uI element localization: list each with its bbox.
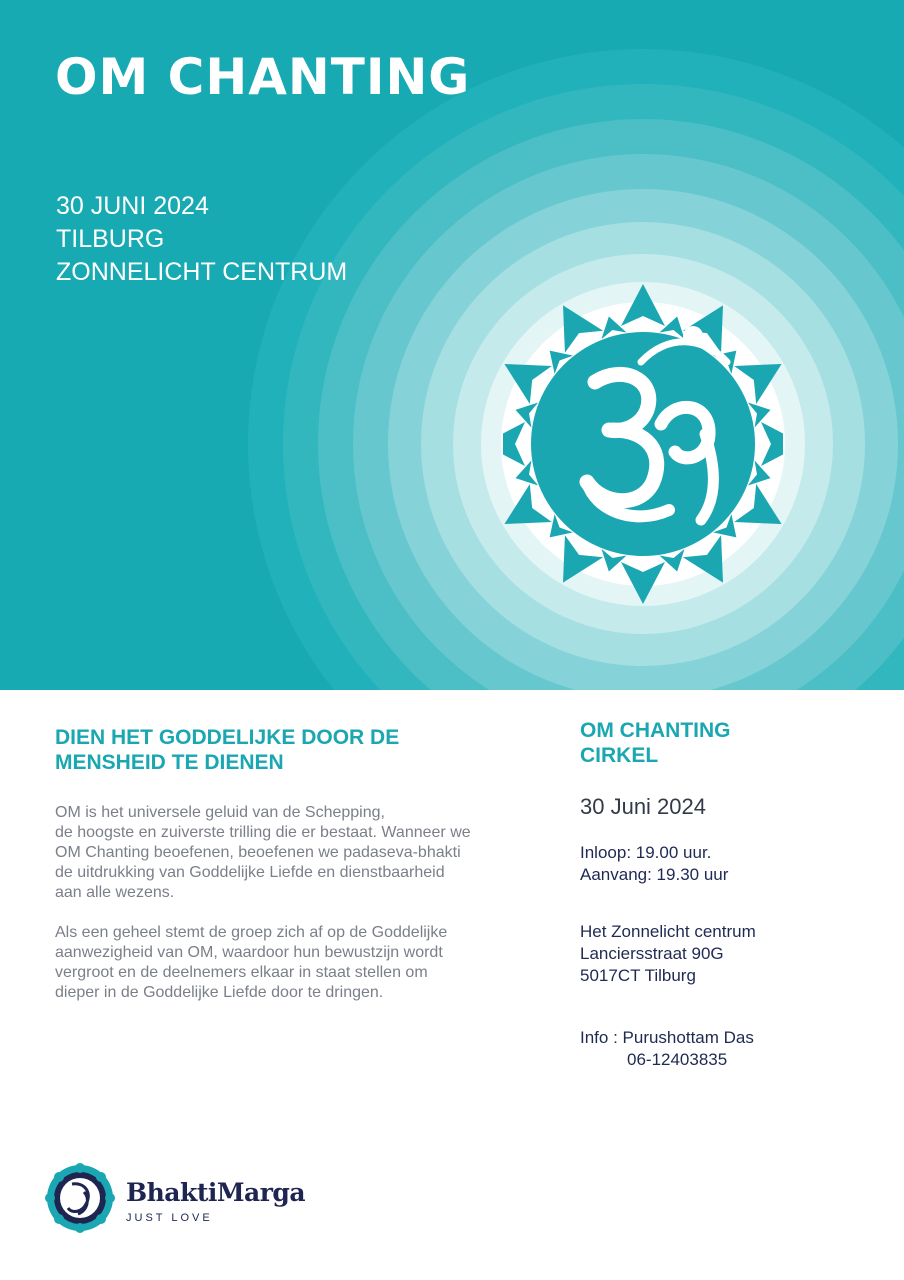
address: [580, 921, 880, 987]
contact-name: Info : Purushottam Das: [580, 1028, 754, 1047]
event-venue: ZONNELICHT CENTRUM: [56, 258, 348, 286]
contact-info: [580, 1027, 880, 1071]
lotus-logo-icon: [44, 1162, 116, 1234]
section-heading: DIEN HET GODDELIJKE DOOR DE MENSHEID TE DIENEN: [55, 726, 400, 774]
details-heading: OM CHANTING CIRKEL: [580, 719, 731, 767]
logo-brand: BhaktiMarga: [126, 1178, 306, 1207]
event-details: [580, 718, 880, 1071]
description-paragraph-1: OM is het universele geluid van de Schepping, de hoogste en zuiverste trilling die er bestaat. Wanneer we OM Chanting beoefenen, beoefenen we padaseva-bhakti de uitdrukking van Goddelijke Liefde en dienstbaarheid aan alle wezens.: [55, 804, 471, 901]
om-icon: [503, 284, 783, 604]
description-paragraph-2: Als een geheel stemt de groep zich af op de Goddelijke aanwezigheid van OM, waardoor hun bewustzijn wordt vergroot en de deelnemers elkaar in staat stellen om dieper in de Goddelijke Liefde door te dringen.: [55, 924, 448, 1001]
details-date: 30 Juni 2024: [580, 794, 706, 819]
address-line-2: Lanciersstraat 90G: [580, 944, 724, 963]
inloop-time: Inloop: 19.00 uur.: [580, 843, 712, 862]
event-info: [56, 190, 347, 289]
address-line-3: 5017CT Tilburg: [580, 966, 696, 985]
aanvang-time: Aanvang: 19.30 uur: [580, 865, 729, 884]
page-title: OM CHANTING: [55, 48, 471, 106]
event-city: TILBURG: [56, 225, 165, 253]
bhaktimarga-logo: [44, 1162, 344, 1232]
contact-phone: 06-12403835: [627, 1050, 728, 1069]
address-line-1: Het Zonnelicht centrum: [580, 922, 756, 941]
logo-tagline: JUST LOVE: [126, 1212, 213, 1224]
event-times: [580, 842, 880, 886]
event-date: 30 JUNI 2024: [56, 192, 209, 220]
description: [55, 803, 525, 1023]
